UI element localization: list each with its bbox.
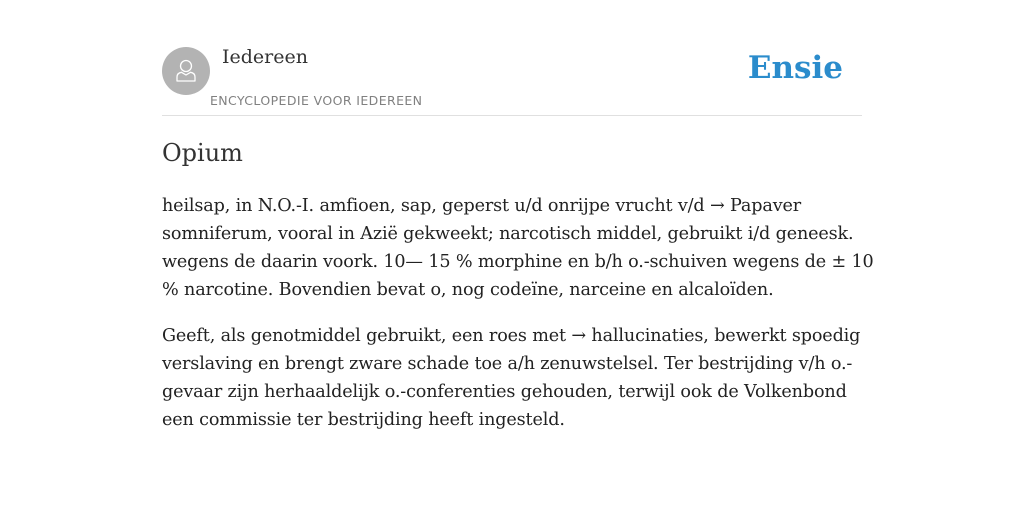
paragraph-line: wegens de daarin voork. 10— 15 % morphine en b/h o.-schuiven wegens de ± 10 [162,252,874,272]
user-icon [171,56,201,86]
header-divider [162,115,862,116]
author-name[interactable]: Iedereen [222,46,308,68]
paragraph-line: verslaving en brengt zware schade toe a/h zenuwstelsel. Ter bestrijding v/h o.- [162,354,853,374]
article-body [162,192,874,452]
paragraph-line: heilsap, in N.O.-I. amfioen, sap, geperst u/d onrijpe vrucht v/d → Papaver [162,196,802,216]
author-avatar[interactable] [162,47,210,95]
paragraph-line: Geeft, als genotmiddel gebruikt, een roes met → hallucinaties, bewerkt spoedig [162,326,861,346]
paragraph-line: gevaar zijn herhaaldelijk o.-conferenties gehouden, terwijl ook de Volkenbond [162,382,847,402]
article-paragraph [162,322,862,434]
article-paragraph [162,192,874,304]
article-title: Opium [162,139,243,167]
paragraph-line: een commissie ter bestrijding heeft ingesteld. [162,410,565,430]
site-subtitle: ENCYCLOPEDIE VOOR IEDEREEN [210,93,423,108]
paragraph-line: somniferum, vooral in Azië gekweekt; narcotisch middel, gebruikt i/d geneesk. [162,224,854,244]
paragraph-line: % narcotine. Bovendien bevat o, nog codeïne, narceine en alcaloïden. [162,280,774,300]
brand-logo-link[interactable]: Ensie [747,50,843,86]
